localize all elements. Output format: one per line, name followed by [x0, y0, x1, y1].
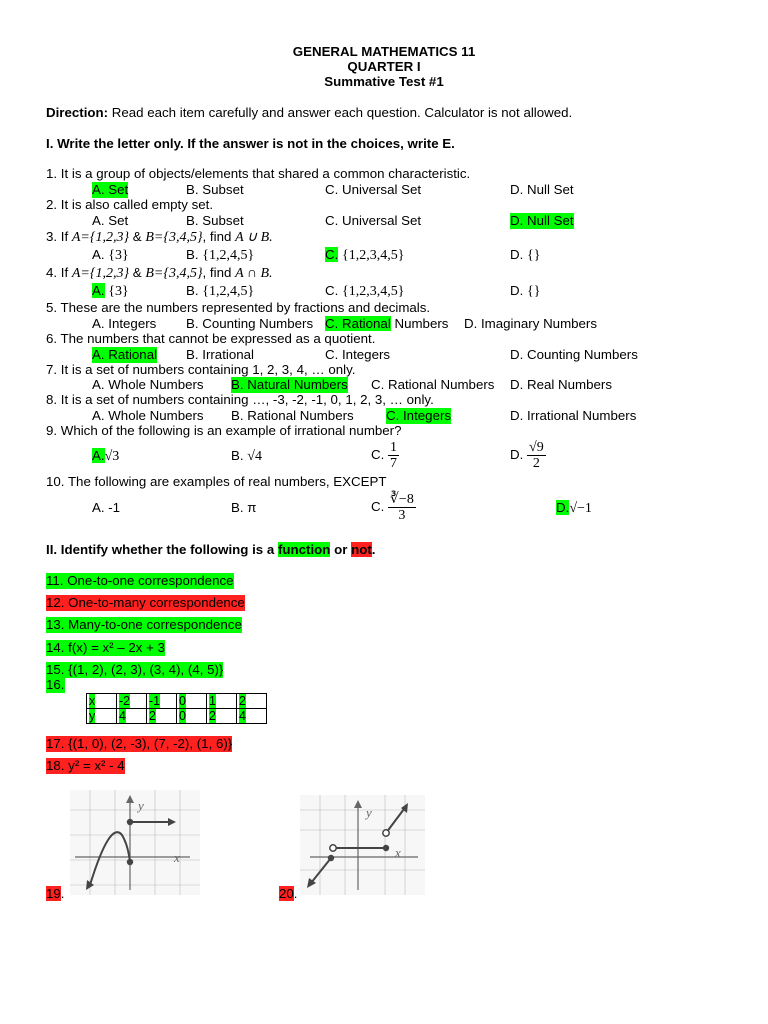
q9-c-num: 1 [390, 440, 398, 455]
table-cell [117, 709, 147, 724]
q1-choice-b: B. Subset [186, 182, 244, 197]
q3-find: , find [202, 229, 236, 244]
q4-choice-b [186, 283, 254, 300]
item-19 [46, 886, 65, 902]
q8-choice-d: D. Irrational Numbers [510, 408, 637, 423]
or-keyword: or [330, 542, 352, 557]
q6-choice-a: A. Rational [92, 347, 158, 362]
q3-b-value: {1,2,4,5} [202, 248, 255, 263]
q10-d-value: √−1 [569, 501, 592, 516]
q2-choice-b: B. Subset [186, 213, 244, 228]
q3-choice-d [510, 247, 540, 264]
q9-a-letter: A. [92, 448, 105, 463]
q4-prefix: 4. If [46, 265, 72, 280]
q3-d-value: {} [527, 248, 541, 263]
closed-point [127, 859, 133, 865]
q5-c-rest: Numbers [390, 316, 449, 331]
q5-stem: 5. These are the numbers represented by fractions and decimals. [46, 300, 431, 315]
q4-amp: & [129, 265, 146, 280]
q4-d-value: {} [527, 284, 541, 299]
title-line-3: Summative Test #1 [324, 74, 444, 89]
q4-choice-c [325, 283, 404, 300]
q7-choice-a: A. Whole Numbers [92, 377, 204, 392]
table-16 [86, 693, 267, 724]
q2-stem: 2. It is also called empty set. [46, 197, 214, 212]
q1-choice-d: D. Null Set [510, 182, 574, 197]
cell-value: 1 [209, 694, 216, 708]
q9-d-fraction [527, 440, 546, 471]
q3-set-b: B={3,4,5} [145, 230, 203, 245]
q1-choice-c: C. Universal Set [325, 182, 422, 197]
table-row-x [87, 694, 267, 709]
q3-choice-b [186, 247, 254, 264]
q4-expr: A ∩ B. [235, 266, 273, 281]
q6-choice-c: C. Integers [325, 347, 391, 362]
function-keyword: function [277, 542, 331, 557]
cell-value: y [89, 709, 96, 723]
closed-point [127, 819, 133, 825]
q4-set-a: A={1,2,3} [71, 266, 130, 281]
table-cell [177, 709, 207, 724]
table-cell [117, 694, 147, 709]
part1-heading: I. Write the letter only. If the answer is not in the choices, write E. [46, 136, 455, 151]
q1-stem: 1. It is a group of objects/elements that shared a common characteristic. [46, 166, 471, 181]
q8-choice-b: B. Rational Numbers [231, 408, 354, 423]
q3-c-letter: C. [325, 247, 339, 262]
cell-value: 2 [209, 709, 216, 723]
q10-choice-d [556, 500, 592, 517]
item-13: 13. Many-to-one correspondence [46, 617, 242, 632]
item-14: 14. f(x) = x² – 2x + 3 [46, 640, 165, 655]
q10-c-letter: C. [371, 499, 385, 515]
direction-text: Read each item carefully and answer each question. Calculator is not allowed. [108, 105, 573, 120]
cell-value: -2 [119, 694, 131, 708]
q9-stem: 9. Which of the following is an example of irrational number? [46, 423, 402, 438]
q2-choice-c: C. Universal Set [325, 213, 422, 228]
item-18: 18. y² = x² - 4 [46, 758, 125, 773]
item-15: 15. {(1, 2), (2, 3), (3, 4), (4, 5)} [46, 662, 224, 677]
not-keyword: not [351, 542, 372, 557]
q8-choice-a: A. Whole Numbers [92, 408, 204, 423]
q4-c-value: {1,2,3,4,5} [342, 284, 405, 299]
open-point [330, 845, 336, 851]
cell-value: 0 [179, 709, 186, 723]
q3-stem [46, 229, 273, 246]
q9-choice-c [371, 440, 399, 471]
title-line-2: QUARTER I [347, 59, 421, 74]
q4-c-letter: C. [325, 283, 339, 298]
q2-choice-d: D. Null Set [510, 213, 574, 228]
y-axis-label: y [138, 798, 144, 813]
q9-b-letter: B. [231, 448, 244, 463]
q10-choice-a: A. -1 [92, 500, 121, 515]
q4-stem [46, 265, 273, 282]
graph-19 [70, 790, 200, 895]
q7-choice-d: D. Real Numbers [510, 377, 612, 392]
part2-heading [46, 542, 376, 558]
q4-a-letter: A. [92, 283, 105, 298]
q5-choice-c [325, 316, 448, 332]
q3-amp: & [129, 229, 146, 244]
q9-d-num: √9 [529, 440, 544, 455]
q3-prefix: 3. If [46, 229, 72, 244]
x-axis-label: x [174, 850, 180, 865]
table-cell [237, 709, 267, 724]
q3-choice-c [325, 247, 404, 264]
direction [46, 105, 572, 121]
q10-c-fraction [388, 492, 416, 523]
q4-d-letter: D. [510, 283, 524, 298]
table-cell [87, 694, 117, 709]
table-cell [207, 694, 237, 709]
q2-choice-a: A. Set [92, 213, 129, 228]
q1-choice-a: A. Set [92, 182, 129, 197]
q3-c-value: {1,2,3,4,5} [342, 248, 405, 263]
graph-background [70, 790, 200, 895]
item-20-label: 20 [279, 886, 294, 901]
cell-value: 4 [119, 709, 126, 723]
table-cell [147, 709, 177, 724]
q9-b-value: √4 [247, 449, 262, 464]
item-19-dot: . [60, 886, 65, 901]
title-line-1: GENERAL MATHEMATICS 11 [292, 44, 476, 59]
q9-c-den: 7 [390, 456, 398, 471]
part2-heading-text: II. Identify whether the following is a [46, 542, 278, 557]
direction-label: Direction: [46, 105, 109, 120]
table-cell [177, 694, 207, 709]
q9-d-den: 2 [532, 456, 540, 471]
q3-d-letter: D. [510, 247, 524, 262]
q10-c-num: ∛−8 [390, 492, 414, 507]
table-cell [237, 694, 267, 709]
q3-set-a: A={1,2,3} [71, 230, 130, 245]
q3-choice-a [92, 247, 129, 264]
cell-value: 2 [239, 694, 246, 708]
table-cell [87, 709, 117, 724]
q9-choice-b [231, 448, 262, 465]
item-12: 12. One-to-many correspondence [46, 595, 245, 610]
item-11: 11. One-to-one correspondence [46, 573, 234, 588]
cell-value: -1 [149, 694, 161, 708]
q4-b-letter: B. [186, 283, 199, 298]
q5-choice-b: B. Counting Numbers [186, 316, 314, 331]
item-20 [279, 886, 298, 902]
cell-value: 4 [239, 709, 246, 723]
q3-b-letter: B. [186, 247, 199, 262]
q9-choice-a [92, 448, 119, 465]
q9-choice-d [510, 440, 546, 471]
q5-choice-d: D. Imaginary Numbers [464, 316, 598, 331]
q6-choice-b: B. Irrational [186, 347, 254, 362]
q4-find: , find [202, 265, 236, 280]
q3-a-value: {3} [108, 248, 129, 263]
x-axis-label: x [395, 845, 401, 860]
heading-period: . [371, 542, 376, 557]
q10-stem: 10. The following are examples of real numbers, EXCEPT [46, 474, 387, 489]
cell-value: x [89, 694, 96, 708]
q3-a-letter: A. [92, 247, 105, 262]
item-17: 17. {(1, 0), (2, -3), (7, -2), (1, 6)} [46, 736, 233, 751]
q4-choice-d [510, 283, 540, 300]
closed-point [328, 855, 334, 861]
q8-stem: 8. It is a set of numbers containing …, -3, -2, -1, 0, 1, 2, 3, … only. [46, 392, 434, 407]
q10-c-den: 3 [398, 508, 406, 523]
q9-c-fraction [388, 440, 399, 471]
y-axis-label: y [366, 805, 372, 820]
table-cell [207, 709, 237, 724]
q7-stem: 7. It is a set of numbers containing 1, 2, 3, 4, … only. [46, 362, 356, 377]
q4-a-value: {3} [108, 284, 129, 299]
item-20-dot: . [293, 886, 298, 901]
q4-choice-a [92, 283, 129, 300]
q7-choice-b: B. Natural Numbers [231, 377, 348, 392]
q9-d-letter: D. [510, 447, 524, 463]
table-row-y [87, 709, 267, 724]
item-16: 16. [46, 677, 65, 692]
open-point [383, 830, 389, 836]
q8-choice-c: C. Integers [386, 408, 452, 423]
cell-value: 0 [179, 694, 186, 708]
q5-choice-a: A. Integers [92, 316, 157, 331]
q4-b-value: {1,2,4,5} [202, 284, 255, 299]
q10-choice-b: B. π [231, 500, 257, 515]
closed-point [383, 845, 389, 851]
q10-d-letter: D. [556, 500, 570, 515]
graph-20 [300, 795, 425, 895]
q10-choice-c [371, 492, 416, 523]
table-cell [147, 694, 177, 709]
q5-c-highlight: C. Rational [325, 316, 391, 331]
item-19-label: 19 [46, 886, 61, 901]
q6-stem: 6. The numbers that cannot be expressed as a quotient. [46, 331, 376, 346]
q4-set-b: B={3,4,5} [145, 266, 203, 281]
q9-a-value: √3 [104, 449, 120, 464]
q3-expr: A ∪ B. [235, 230, 273, 245]
q6-choice-d: D. Counting Numbers [510, 347, 638, 362]
q9-c-letter: C. [371, 447, 385, 463]
q7-choice-c: C. Rational Numbers [371, 377, 495, 392]
cell-value: 2 [149, 709, 156, 723]
